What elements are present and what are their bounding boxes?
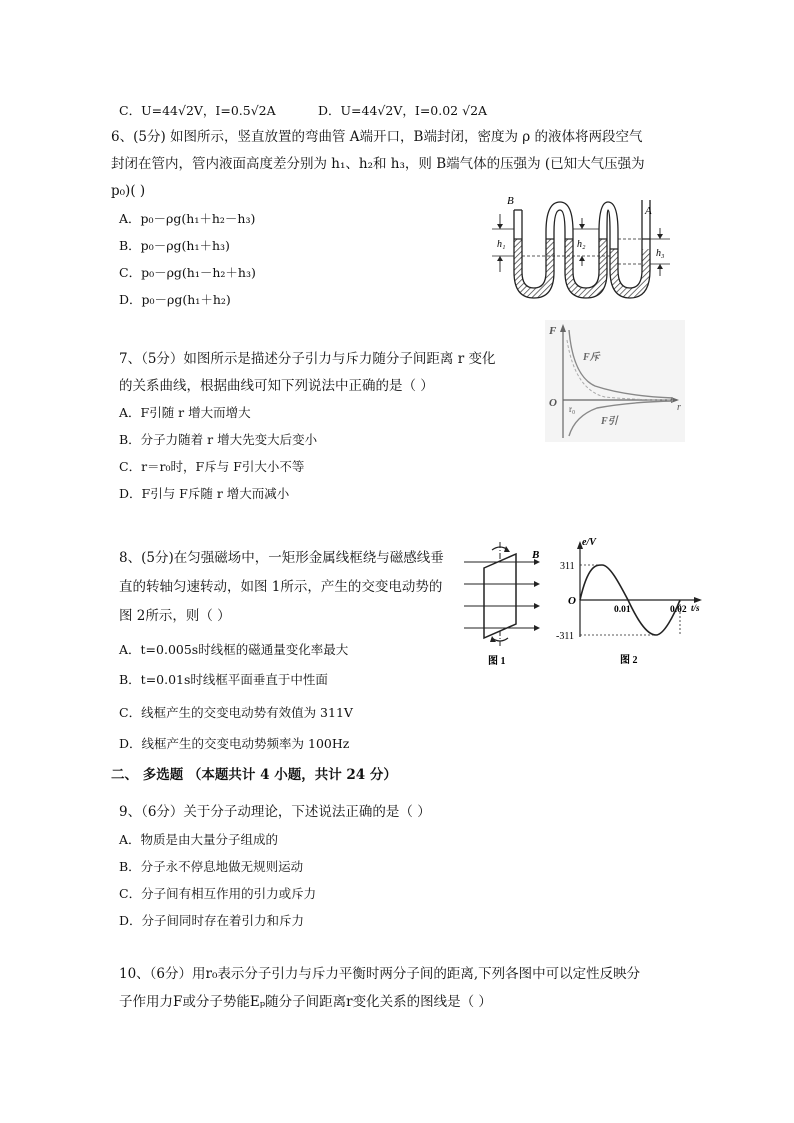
q7-option-c: C．r＝r₀时，F斥与 F引大小不等 xyxy=(119,459,305,474)
rotating-frame-figure xyxy=(462,540,552,670)
force-curve-figure xyxy=(545,320,685,442)
q7-stem-line2: 的关系曲线，根据曲线可知下列说法中正确的是（ ） xyxy=(119,378,434,394)
q7-option-b: B．分子力随着 r 增大先变大后变小 xyxy=(119,432,318,447)
label-h2: h₂ xyxy=(577,239,586,250)
q9-option-a: A．物质是由大量分子组成的 xyxy=(119,832,279,847)
option-c-prev: C．U=44√2V，I=0.5√2A xyxy=(119,103,276,118)
q8-option-d: D．线框产生的交变电动势频率为 100Hz xyxy=(119,736,350,751)
q7-option-d: D．F引与 F斥随 r 增大而减小 xyxy=(119,486,290,501)
label-f-attractive: F引 xyxy=(601,416,618,427)
q8-option-c: C．线框产生的交变电动势有效值为 311V xyxy=(119,705,353,720)
label-311: 311 xyxy=(560,561,575,572)
q8-option-a: A．t=0.005s时线框的磁通量变化率最大 xyxy=(119,642,349,657)
label-ev: e/V xyxy=(582,537,596,548)
label-b: B xyxy=(507,195,514,207)
q6-option-b: B．p₀－ρg(h₁＋h₃) xyxy=(119,238,230,253)
label-a: A xyxy=(645,205,652,217)
section-title: 二、 多选题 （本题共计 4 小题，共计 24 分） xyxy=(111,767,397,783)
q8-option-b: B．t=0.01s时线框平面垂直于中性面 xyxy=(119,672,328,687)
label-r0: r₀ xyxy=(569,404,576,414)
q10-stem-line1: 10、（6分）用r₀表示分子引力与斥力平衡时两分子间的距离,下列各图中可以定性反映分 xyxy=(119,966,641,982)
label-o: O xyxy=(549,397,557,409)
q8-stem-line2: 直的转轴匀速转动，如图 1所示，产生的交变电动势的 xyxy=(119,579,443,595)
fig2-caption: 图 2 xyxy=(620,655,638,666)
q8-stem-line1: 8、(5分)在匀强磁场中，一矩形金属线框绕与磁感线垂 xyxy=(119,550,444,566)
q6-option-c: C．p₀－ρg(h₁－h₂＋h₃) xyxy=(119,265,256,280)
label-t002: 0.02 xyxy=(670,605,687,615)
option-d-prev: D．U=44√2V，I=0.02 √2A xyxy=(318,103,488,118)
fig1-caption: 图 1 xyxy=(488,656,506,667)
label-f-repulsive: F斥 xyxy=(583,352,600,363)
q7-option-a: A．F引随 r 增大而增大 xyxy=(119,405,251,420)
label-f: F xyxy=(549,325,557,337)
q9-stem: 9、（6分）关于分子动理论，下述说法正确的是（ ） xyxy=(119,804,431,820)
label-field-b: B xyxy=(532,549,540,561)
q7-stem-line1: 7、（5分）如图所示是描述分子引力与斥力随分子间距离 r 变化 xyxy=(119,351,496,367)
q9-option-d: D．分子间同时存在着引力和斥力 xyxy=(119,913,305,928)
label-r: r xyxy=(677,402,681,413)
label-origin: O xyxy=(568,595,576,607)
q9-option-c: C．分子间有相互作用的引力或斥力 xyxy=(119,886,317,901)
label-neg311: -311 xyxy=(556,631,574,642)
q6-stem-line3: p₀)( ) xyxy=(111,183,146,199)
emf-graph-figure xyxy=(556,535,705,670)
u-tube-figure xyxy=(490,192,670,312)
q6-option-a: A．p₀－ρg(h₁＋h₂－h₃) xyxy=(119,211,256,226)
q6-option-d: D．p₀－ρg(h₁＋h₂) xyxy=(119,292,231,307)
label-h1: h₁ xyxy=(497,239,506,250)
q6-stem-line1: 6、(5分) 如图所示，竖直放置的弯曲管 A端开口，B端封闭，密度为 ρ 的液体将两段空气 xyxy=(111,129,643,145)
q6-stem-line2: 封闭在管内，管内液面高度差分别为 h₁、h₂和 h₃，则 B端气体的压强为 (已知大气压强为 xyxy=(111,156,645,172)
label-ts: t/s xyxy=(691,603,700,613)
label-t001: 0.01 xyxy=(614,605,631,615)
q8-stem-line3: 图 2所示，则（ ） xyxy=(119,608,231,624)
q9-option-b: B．分子永不停息地做无规则运动 xyxy=(119,859,304,874)
label-h3: h₃ xyxy=(656,248,665,259)
q10-stem-line2: 子作用力F或分子势能Eₚ随分子间距离r变化关系的图线是（ ） xyxy=(119,994,492,1010)
